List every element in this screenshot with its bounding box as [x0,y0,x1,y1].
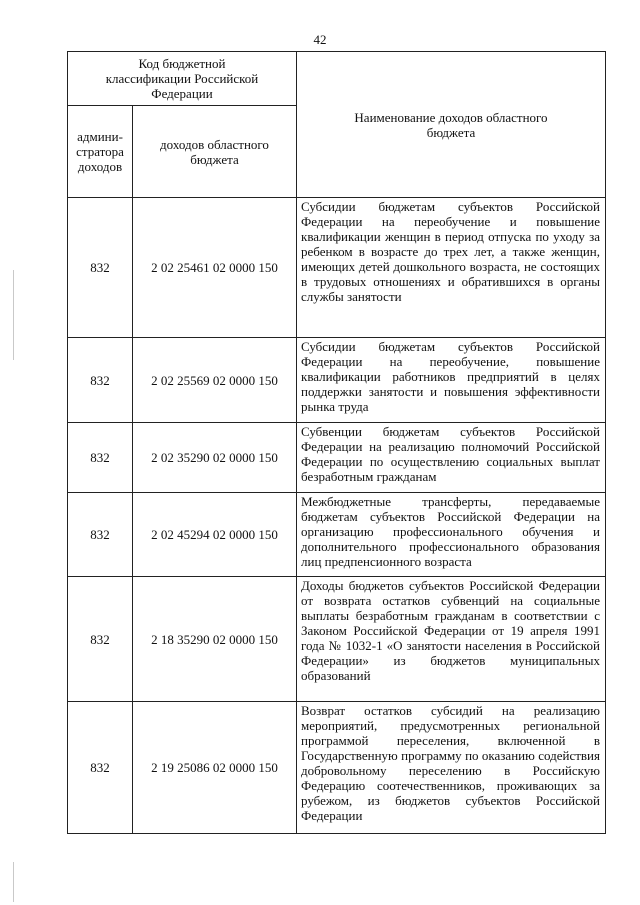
income-name: Субвенции бюджетам субъектов Российской Федерации на реализацию полномочий Российской Федерации по осуществлению социальных выплат безработным гражданам [297,423,606,493]
margin-line [13,270,14,360]
admin-code: 832 [68,577,133,702]
table-row [68,702,606,834]
table-row [68,577,606,702]
income-code: 2 02 45294 02 0000 150 [133,493,297,577]
income-code: 2 02 25569 02 0000 150 [133,338,297,423]
header-name [297,52,606,198]
budget-classification-table [67,51,606,834]
admin-code: 832 [68,338,133,423]
margin-line [13,862,14,902]
income-code: 2 02 35290 02 0000 150 [133,423,297,493]
table-row [68,198,606,338]
income-code: 2 19 25086 02 0000 150 [133,702,297,834]
header-admin: админи-стратора доходов [68,106,133,198]
admin-code: 832 [68,198,133,338]
header-income: доходов областного бюджета [133,106,297,198]
header-classification-group: Код бюджетной классификации Российской Федерации [68,52,297,106]
admin-code: 832 [68,702,133,834]
page-number: 42 [313,32,327,47]
income-code: 2 02 25461 02 0000 150 [133,198,297,338]
income-name: Субсидии бюджетам субъектов Российской Федерации на переобучение, повышение квалификации работников предприятий в целях поддержки занятости и повышения эффективности рынка труда [297,338,606,423]
admin-code: 832 [68,423,133,493]
income-name: Доходы бюджетов субъектов Российской Федерации от возврата остатков субвенций на социальные выплаты безработным гражданам в соответствии с Законом Российской Федерации от 19 апреля 1991 года № 1032-1 «О занятости населения в Российской Федерации» из бюджетов муниципальных образований [297,577,606,702]
header-name-label: Наименование доходов областного бюджета [354,109,548,140]
income-name: Возврат остатков субсидий на реализацию мероприятий, предусмотренных региональной программой переселения, включенной в Государственную программу по оказанию содействия добровольному переселению в Российскую Федерацию соотечественников, проживающих за рубежом, из бюджетов субъектов Российской Федерации [297,702,606,834]
income-name: Субсидии бюджетам субъектов Российской Федерации на переобучение и повышение квалификации женщин в период отпуска по уходу за ребенком в возрасте до трех лет, а также женщин, имеющих детей дошкольного возраста, не состоящих в трудовых отношениях и обратившихся в органы службы занятости [297,198,606,338]
income-code: 2 18 35290 02 0000 150 [133,577,297,702]
table-row [68,493,606,577]
table-row [68,423,606,493]
admin-code: 832 [68,493,133,577]
table-row [68,338,606,423]
income-name: Межбюджетные трансферты, передаваемые бюджетам субъектов Российской Федерации на организацию профессионального обучения и дополнительного профессионального образования лиц предпенсионного возраста [297,493,606,577]
